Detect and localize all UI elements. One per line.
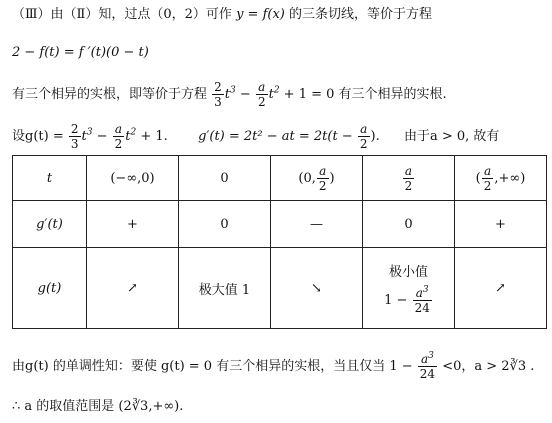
cell-gprime-sign-4: 0 — [363, 201, 455, 248]
cell-gprime-label: g′(t) — [13, 201, 87, 248]
line-5-text-a: 由g(t) 的单调性知：要使 g(t) = 0 有三个相异的实根，当且仅当 — [12, 359, 386, 374]
cell-interval-neg: (−∞,0) — [87, 156, 179, 201]
cell-max-value: 极大值 1 — [179, 248, 271, 329]
cell-a-over-2: $\frac{a}{2}$ — [363, 156, 455, 201]
cell-interval-mid: (0, $\frac{a}{2}$ ) — [271, 156, 363, 201]
cell-interval-pos: ( $\frac{a}{2}$ ,+∞) — [455, 156, 547, 201]
cell-min-value: 极小值 1 − $\frac{a^3}{24}$ — [363, 248, 455, 329]
line-1-suffix: 的三条切线，等价于方程 — [289, 7, 433, 22]
line-6-conclusion: ∴ a 的取值范围是 (2∛3,+∞). — [12, 399, 184, 414]
line-4: 设g(t) = $\frac{2}{3}$ $t^3$ − $\frac{a}{2}$ $t^2 + 1$. g′(t) = 2t² − at = 2t(t − $\frac{a}{2}$ ). 由于a > 0, 故有 — [12, 122, 500, 151]
cell-increasing-arrow-2: ↗ — [455, 248, 547, 329]
line-4-definition: 设g(t) = — [12, 129, 64, 144]
cell-gprime-sign-3: — — [271, 201, 363, 248]
fraction-a-over-2: $\frac{a}{2}$ — [257, 80, 266, 109]
table-row-t — [13, 156, 547, 201]
line-4-derivative: g′(t) = 2t² − at = 2t(t − — [198, 129, 353, 144]
line-4-tail: 由于a > 0, 故有 — [403, 129, 500, 144]
cell-t-label: t — [13, 156, 87, 201]
line-5: 由g(t) 的单调性知：要使 g(t) = 0 有三个相异的实根，当且仅当 1 − $\frac{a^3}{24}$ <0，a > 2∛3 . — [12, 351, 535, 381]
line-3-text-b: 有三个相异的实根. — [338, 87, 447, 102]
line-5-text-b: <0，a > 2∛3 . — [442, 359, 535, 374]
cell-gprime-sign-5: + — [455, 201, 547, 248]
cell-increasing-arrow-1: ↗ — [87, 248, 179, 329]
fraction-two-thirds: $\frac{2}{3}$ — [214, 80, 222, 109]
min-value-label: 极小值 — [388, 265, 428, 280]
sign-table — [12, 155, 547, 329]
cell-g-label: g(t) — [13, 248, 87, 329]
line-3-text-a: 有三个相异的实根，即等价于方程 — [12, 87, 208, 102]
line-1-prefix: （Ⅲ）由（Ⅱ）知，过点（0，2）可作 — [12, 7, 232, 22]
table-row-gprime — [13, 201, 547, 248]
line-2-equation: 2 − f(t) = f ′(t)(0 − t) — [12, 45, 149, 60]
line-1 — [12, 6, 432, 24]
cell-zero: 0 — [179, 156, 271, 201]
cell-gprime-sign-1: + — [87, 201, 179, 248]
line-3: 有三个相异的实根，即等价于方程 $\frac{2}{3}$ $t^3$ − $\frac{a}{2}$ $t^2 + 1 = 0$ 有三个相异的实根. — [12, 80, 447, 109]
cell-gprime-sign-2: 0 — [179, 201, 271, 248]
cell-decreasing-arrow: ↘ — [271, 248, 363, 329]
line-1-function: y = f(x) — [236, 7, 285, 22]
table-row-g — [13, 248, 547, 329]
